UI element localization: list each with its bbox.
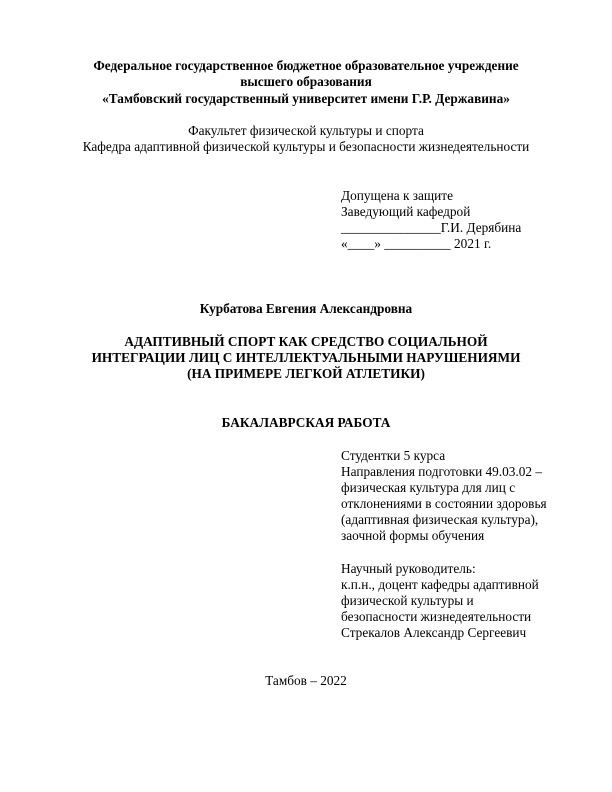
student-line-6: заочной формы обучения [341,528,485,543]
supervisor-line-4: безопасности жизнедеятельности [341,609,532,624]
supervisor-line-1: Научный руководитель: [341,561,476,576]
supervisor-line-2: к.п.н., доцент кафедры адаптивной [341,577,539,592]
department-name: Кафедра адаптивной физической культуры и безопасности жизнедеятельности [82,139,530,154]
admission-signature-line: _______________Г.И. Дерябина [341,220,522,235]
student-line-4: отклонениями в состоянии здоровья [341,496,547,511]
student-line-5: (адаптивная физическая культура), [341,512,539,527]
author-name: Курбатова Евгения Александровна [199,301,413,316]
admission-line-1: Допущена к защите [341,188,453,203]
institution-line-3: «Тамбовский государственный университет имени Г.Р. Державина» [102,91,510,106]
student-line-3: физическая культура для лиц с [341,480,516,495]
student-line-1: Студентки 5 курса [341,448,446,463]
thesis-title-line-2: ИНТЕГРАЦИИ ЛИЦ С ИНТЕЛЛЕКТУАЛЬНЫМИ НАРУШЕНИЯМИ [91,350,521,365]
work-type: БАКАЛАВРСКАЯ РАБОТА [221,415,391,430]
supervisor-name: Стрекалов Александр Сергеевич [341,625,527,640]
thesis-title-line-1: АДАПТИВНЫЙ СПОРТ КАК СРЕДСТВО СОЦИАЛЬНОЙ [124,334,488,349]
admission-date-line: «____» __________ 2021 г. [341,236,492,251]
institution-line-2: высшего образования [240,74,372,89]
thesis-title-line-3: (НА ПРИМЕРЕ ЛЕГКОЙ АТЛЕТИКИ) [187,366,425,381]
supervisor-line-3: физической культуры и [341,593,474,608]
student-line-2: Направления подготовки 49.03.02 – [341,464,543,479]
faculty-name: Факультет физической культуры и спорта [188,123,424,138]
institution-line-1: Федеральное государственное бюджетное образовательное учреждение [93,58,519,73]
admission-line-2: Заведующий кафедрой [341,204,471,219]
city-year: Тамбов – 2022 [265,673,347,688]
